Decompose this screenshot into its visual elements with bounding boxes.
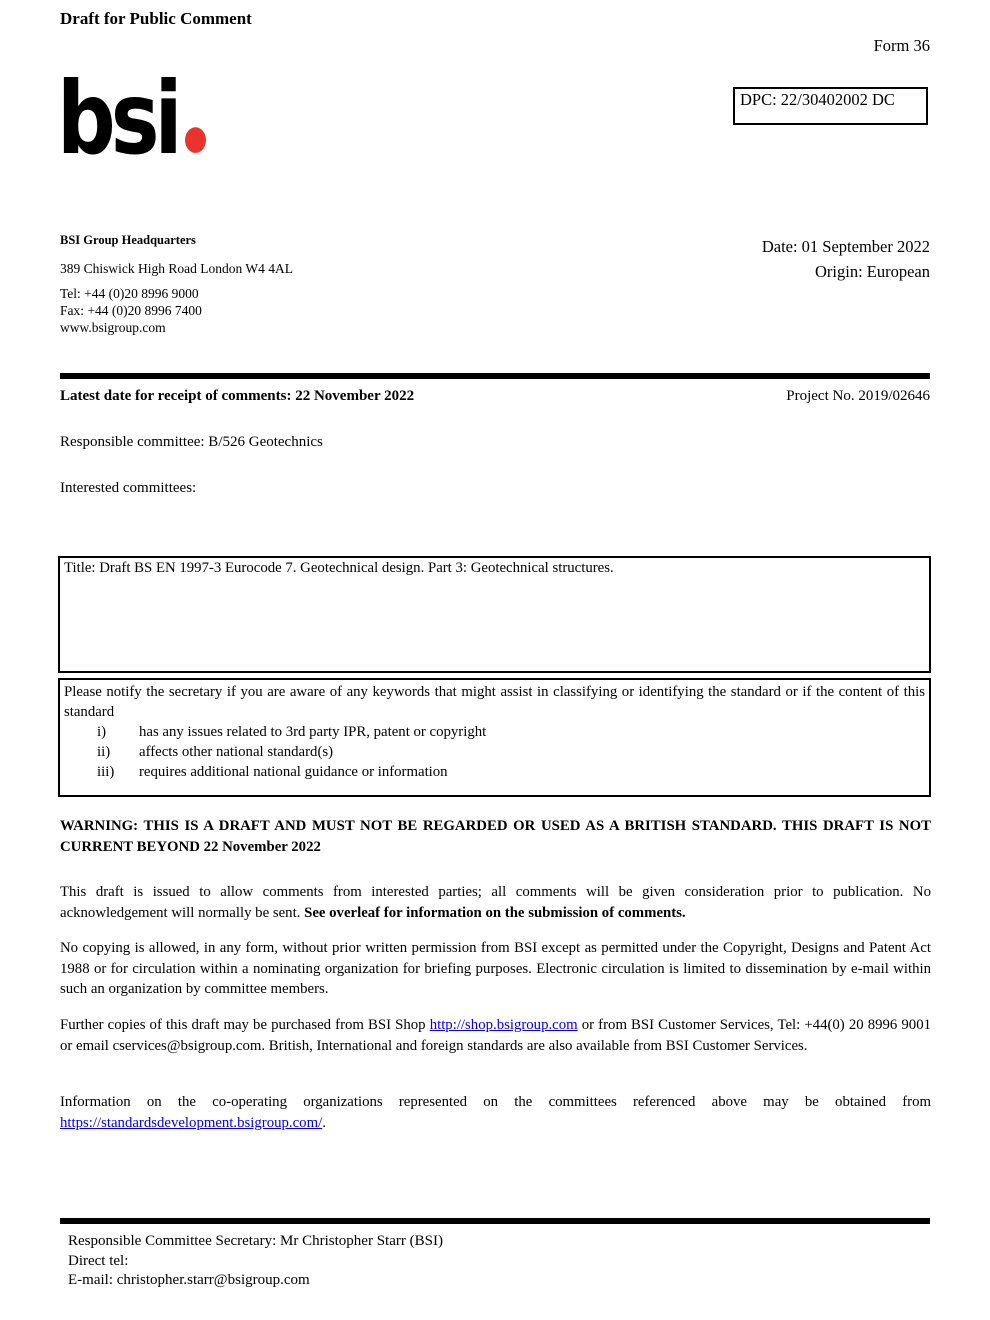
bsi-shop-link[interactable]: http://shop.bsigroup.com (429, 1017, 578, 1033)
date-origin-block (762, 234, 930, 284)
bsi-logo-text: bsi (57, 61, 178, 178)
secretary-line: Responsible Committee Secretary: Mr Christopher Starr (BSI) (68, 1233, 443, 1249)
interested-committees-line: Interested committees: (60, 480, 197, 496)
keywords-box (58, 678, 931, 797)
address-street: 389 Chiswick High Road London W4 4AL (60, 261, 293, 276)
warning-paragraph: WARNING: THIS IS A DRAFT AND MUST NOT BE REGARDED OR USED AS A BRITISH STANDARD. THIS DRAFT IS NOT CURRENT BEYOND 22 November 2022 (60, 818, 931, 855)
no-copying-paragraph: No copying is allowed, in any form, without prior written permission from BSI except as permitted under the Copyright, Designs and Patent Act 1988 or for circulation within a nominating organization for briefing purposes. Electronic circulation is limited to dissemination by e-mail within such an organization by committee members. (60, 940, 931, 997)
keyword-item-numeral: ii) (97, 744, 111, 760)
keyword-item-text: affects other national standard(s) (139, 744, 334, 760)
cooperating-orgs-post: . (322, 1114, 326, 1131)
divider-bar-top (60, 373, 930, 379)
date-line: Date: 01 September 2022 (761, 237, 930, 256)
address-website: www.bsigroup.com (60, 320, 166, 335)
keyword-item-row (64, 742, 925, 762)
bsi-logo (57, 61, 206, 178)
dpc-number-box (733, 87, 928, 125)
keyword-item-row (64, 722, 925, 742)
keywords-intro: Please notify the secretary if you are aware of any keywords that might assist in classifying or identifying the standard or if the content of this standard (64, 684, 925, 720)
draft-issued-paragraph (60, 882, 931, 923)
divider-bar-bottom (60, 1218, 930, 1224)
address-tel: Tel: +44 (0)20 8996 9000 (60, 286, 199, 301)
responsible-committee-line: Responsible committee: B/526 Geotechnics (60, 434, 323, 450)
address-name: BSI Group Headquarters (60, 233, 196, 247)
see-overleaf-note: See overleaf for information on the submission of comments. (304, 904, 686, 921)
standards-development-link[interactable]: https://standardsdevelopment.bsigroup.com/ (60, 1114, 323, 1131)
keyword-item-numeral: i) (97, 724, 107, 740)
cooperating-orgs-pre: Information on the co-operating organizations represented on the committees referenced above may be obtained from (60, 1094, 931, 1110)
bsi-logo-red-dot-icon (185, 127, 206, 153)
further-copies-post: or from BSI Customer Services, Tel: +44(0) 20 8996 9001 or email cservices@bsigroup.com. British, International and foreign standards are also available from BSI Customer Services. (60, 1017, 932, 1054)
direct-tel-line: Direct tel: (68, 1252, 129, 1269)
title-box (58, 556, 931, 673)
email-line: E-mail: christopher.starr@bsigroup.com (68, 1272, 310, 1288)
dpc-number: DPC: 22/30402002 DC (740, 90, 895, 109)
keyword-item-row (64, 762, 925, 782)
cooperating-orgs-paragraph (60, 1092, 931, 1133)
keyword-item-text: has any issues related to 3rd party IPR, patent or copyright (139, 724, 487, 740)
comments-deadline-row (60, 388, 930, 405)
page-title: Draft for Public Comment (60, 9, 252, 28)
origin-line: Origin: European (814, 262, 930, 281)
latest-date-label: Latest date for receipt of comments: 22 November 2022 (60, 388, 415, 404)
further-copies-pre: Further copies of this draft may be purchased from BSI Shop (60, 1017, 430, 1033)
form-number: Form 36 (873, 36, 930, 55)
address-contact-block (60, 285, 202, 336)
address-fax: Fax: +44 (0)20 8996 7400 (60, 303, 202, 318)
draft-issued-text: This draft is issued to allow comments from interested parties; all comments will be given consideration prior to publication. No acknowledgement will normally be sent. (60, 884, 931, 921)
further-copies-paragraph (60, 1015, 931, 1056)
keyword-item-numeral: iii) (97, 764, 115, 780)
keyword-item-text: requires additional national guidance or information (139, 764, 448, 780)
secretary-block (68, 1232, 443, 1291)
title-text: Title: Draft BS EN 1997-3 Eurocode 7. Geotechnical design. Part 3: Geotechnical structures. (64, 560, 614, 576)
project-number: Project No. 2019/02646 (786, 388, 930, 404)
